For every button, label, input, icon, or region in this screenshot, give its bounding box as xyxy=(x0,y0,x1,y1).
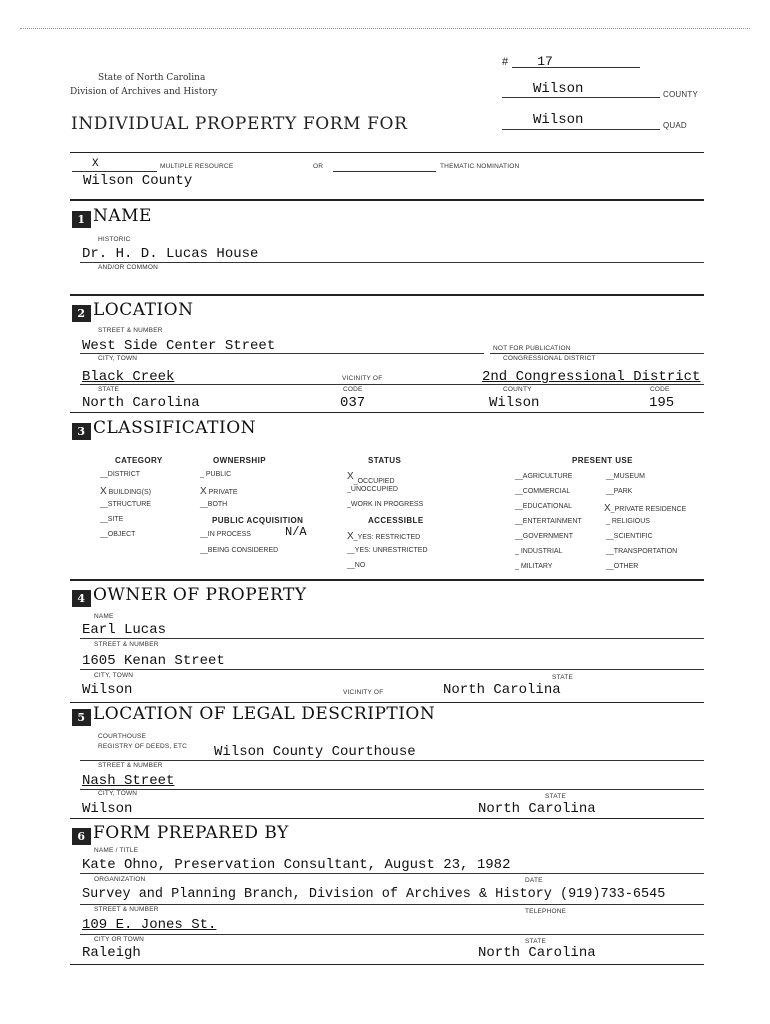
historic-label: HISTORIC xyxy=(98,236,131,243)
prepared-street-value: 109 E. Jones St. xyxy=(82,917,217,933)
form-number-line xyxy=(512,67,640,68)
section-number-3: 3 xyxy=(72,423,91,440)
organization-line xyxy=(80,904,704,905)
use-commercial: __COMMERCIAL xyxy=(515,488,571,495)
legal-street-label: STREET & NUMBER xyxy=(98,762,163,769)
nomination-name: Wilson County xyxy=(83,173,193,189)
use-agriculture: __AGRICULTURE xyxy=(515,473,573,480)
section-number-1: 1 xyxy=(72,211,91,228)
status-mark: X xyxy=(347,471,354,482)
section-number-6: 6 xyxy=(72,828,91,845)
accessible-restricted: X_YES: RESTRICTED xyxy=(347,531,421,542)
classification-section-rule xyxy=(70,412,704,413)
location-street-label: STREET & NUMBER xyxy=(98,327,163,334)
status-header: STATUS xyxy=(368,456,402,465)
owner-vicinity-label: VICINITY OF xyxy=(343,689,384,696)
owner-street-line xyxy=(80,669,704,670)
prepared-city-label: CITY OR TOWN xyxy=(94,936,145,943)
classification-section-header xyxy=(72,418,256,440)
vicinity-label: VICINITY OF xyxy=(342,375,383,382)
ownership-header: OWNERSHIP xyxy=(213,456,266,465)
location-county-value: Wilson xyxy=(489,395,540,411)
multiple-label: MULTIPLE RESOURCE xyxy=(160,163,234,170)
prepared-section-header xyxy=(72,823,289,845)
owner-section-header xyxy=(72,585,307,607)
use-industrial: _ INDUSTRIAL xyxy=(515,548,563,555)
quad-label: QUAD xyxy=(663,121,687,130)
organization-label: ORGANIZATION xyxy=(94,876,146,883)
owner-state-value: North Carolina xyxy=(443,682,561,698)
public-acq-header: PUBLIC ACQUISITION xyxy=(212,516,304,525)
county-value: Wilson xyxy=(533,81,584,97)
location-street-line xyxy=(80,353,484,354)
common-label: AND/OR COMMON xyxy=(98,264,159,271)
form-title: INDIVIDUAL PROPERTY FORM FOR xyxy=(71,114,408,134)
owner-street-value: 1605 Kenan Street xyxy=(82,653,225,669)
legal-state-value: North Carolina xyxy=(478,801,596,817)
location-code2-label: CODE xyxy=(650,386,670,393)
location-code-label: CODE xyxy=(343,386,363,393)
telephone-label: TELEPHONE xyxy=(525,908,567,915)
status-unoccupied: _UNOCCUPIED xyxy=(347,486,398,493)
courthouse-label: COURTHOUSE xyxy=(98,733,147,740)
accessible-header: ACCESSIBLE xyxy=(368,516,424,525)
use-religious: _ RELIGIOUS xyxy=(606,518,650,525)
prepared-name-line xyxy=(80,873,704,874)
multiple-line xyxy=(72,171,157,172)
use-other: __OTHER xyxy=(606,563,639,570)
owner-city-label: CITY, TOWN xyxy=(94,672,134,679)
location-city-label: CITY, TOWN xyxy=(98,355,138,362)
registry-label: REGISTRY OF DEEDS, ETC xyxy=(98,743,188,750)
owner-street-label: STREET & NUMBER xyxy=(94,641,159,648)
status-occupied: X_OCCUPIED xyxy=(347,471,395,485)
location-section-header xyxy=(72,300,193,322)
category-object: __OBJECT xyxy=(100,531,136,538)
organization-value: Survey and Planning Branch, Division of Archives & History (919)733-6545 xyxy=(82,887,666,902)
present-use-header: PRESENT USE xyxy=(572,456,633,465)
historic-line xyxy=(80,262,704,263)
bottom-rule xyxy=(70,964,704,965)
classification-section-title: CLASSIFICATION xyxy=(93,418,257,438)
use-government: __GOVERNMENT xyxy=(515,533,573,540)
location-county-label: COUNTY xyxy=(503,386,532,393)
state-line: State of North Carolina xyxy=(98,73,206,83)
owner-state-label: STATE xyxy=(552,674,573,681)
ownership-private: X PRIVATE xyxy=(200,486,238,497)
section-number-2: 2 xyxy=(72,305,91,322)
form-number-prefix: # xyxy=(502,56,509,68)
acq-value: N/A xyxy=(285,525,307,539)
district-label: CONGRESSIONAL DISTRICT xyxy=(503,355,596,362)
owner-name-line xyxy=(80,638,704,639)
prepared-section-rule xyxy=(70,818,704,819)
use-educational: __EDUCATIONAL xyxy=(515,503,573,510)
category-district: __DISTRICT xyxy=(100,471,141,478)
acq-being-considered: __BEING CONSIDERED xyxy=(200,547,279,554)
or-label: OR xyxy=(313,163,324,170)
legal-street-line xyxy=(80,789,704,790)
location-street-value: West Side Center Street xyxy=(82,338,276,354)
historic-value: Dr. H. D. Lucas House xyxy=(82,246,259,262)
ownership-both: __BOTH xyxy=(200,501,228,508)
section-number-4: 4 xyxy=(72,590,91,607)
use-scientific: __SCIENTIFIC xyxy=(606,533,653,540)
use-entertainment: __ENTERTAINMENT xyxy=(515,518,582,525)
name-section-header xyxy=(72,206,152,228)
quad-line xyxy=(502,129,660,130)
location-city-value: Black Creek xyxy=(82,369,175,385)
top-scan-line xyxy=(20,28,750,29)
status-work-in-progress: _WORK IN PROGRESS xyxy=(347,501,424,508)
legal-city-label: CITY, TOWN xyxy=(98,790,138,797)
ownership-public: _ PUBLIC xyxy=(200,471,232,478)
owner-section-title: OWNER OF PROPERTY xyxy=(93,585,307,605)
name-section-rule xyxy=(70,199,704,201)
form-number-value: 17 xyxy=(537,54,553,69)
location-state-label: STATE xyxy=(98,386,119,393)
location-code2-value: 195 xyxy=(649,395,675,411)
nfp-line xyxy=(490,353,704,354)
prepared-street-line xyxy=(80,934,704,935)
use-military: _ MILITARY xyxy=(515,563,553,570)
location-city-line xyxy=(80,384,704,385)
header-divider xyxy=(70,152,704,153)
use-transportation: __TRANSPORTATION xyxy=(606,548,678,555)
name-section-title: NAME xyxy=(93,206,152,226)
owner-name-label: NAME xyxy=(94,613,114,620)
accessible-unrestricted: __YES: UNRESTRICTED xyxy=(347,547,428,554)
prepared-state-value: North Carolina xyxy=(478,945,596,961)
category-mark: X xyxy=(100,486,107,497)
owner-name-value: Earl Lucas xyxy=(82,622,167,638)
date-label: DATE xyxy=(525,877,543,884)
quad-value: Wilson xyxy=(533,112,584,128)
category-buildings: X BUILDING(S) xyxy=(100,486,152,497)
prepared-city-value: Raleigh xyxy=(82,945,141,961)
prepared-street-label: STREET & NUMBER xyxy=(94,906,159,913)
accessible-no: __NO xyxy=(347,562,366,569)
legal-section-rule xyxy=(70,702,704,703)
courthouse-value: Wilson County Courthouse xyxy=(214,744,416,760)
legal-street-value: Nash Street xyxy=(82,773,175,789)
not-for-publication: NOT FOR PUBLICATION xyxy=(493,345,571,352)
section-number-5: 5 xyxy=(72,709,91,726)
legal-city-value: Wilson xyxy=(82,801,133,817)
multiple-mark: X xyxy=(92,158,99,170)
prepared-state-label: STATE xyxy=(525,938,546,945)
owner-section-rule xyxy=(70,579,704,581)
prepared-section-title: FORM PREPARED BY xyxy=(93,823,289,843)
acq-in-process: __IN PROCESS xyxy=(200,531,251,538)
category-header: CATEGORY xyxy=(115,456,163,465)
ownership-mark: X xyxy=(200,486,207,497)
location-section-title: LOCATION xyxy=(93,300,194,320)
prepared-name-label: NAME / TITLE xyxy=(94,847,139,854)
legal-section-header xyxy=(72,704,435,726)
district-value: 2nd Congressional District xyxy=(482,369,701,385)
division-line: Division of Archives and History xyxy=(70,87,218,97)
courthouse-line xyxy=(80,760,704,761)
category-structure: __STRUCTURE xyxy=(100,501,151,508)
use-park: __PARK xyxy=(606,488,633,495)
category-site: __SITE xyxy=(100,516,124,523)
location-state-value: North Carolina xyxy=(82,395,200,411)
legal-state-label: STATE xyxy=(545,793,566,800)
county-label: COUNTY xyxy=(663,90,698,99)
prepared-name-value: Kate Ohno, Preservation Consultant, August 23, 1982 xyxy=(82,857,511,873)
use-museum: __MUSEUM xyxy=(606,473,645,480)
use-mark: X xyxy=(604,503,611,514)
thematic-line xyxy=(333,171,436,172)
accessible-mark: X xyxy=(347,531,354,542)
use-private-residence: X_PRIVATE RESIDENCE xyxy=(604,503,687,514)
thematic-label: THEMATIC NOMINATION xyxy=(440,163,520,170)
location-section-rule xyxy=(70,294,704,296)
legal-section-title: LOCATION OF LEGAL DESCRIPTION xyxy=(93,704,436,724)
county-line xyxy=(502,97,660,98)
location-code-value: 037 xyxy=(340,395,366,411)
owner-city-value: Wilson xyxy=(82,682,133,698)
